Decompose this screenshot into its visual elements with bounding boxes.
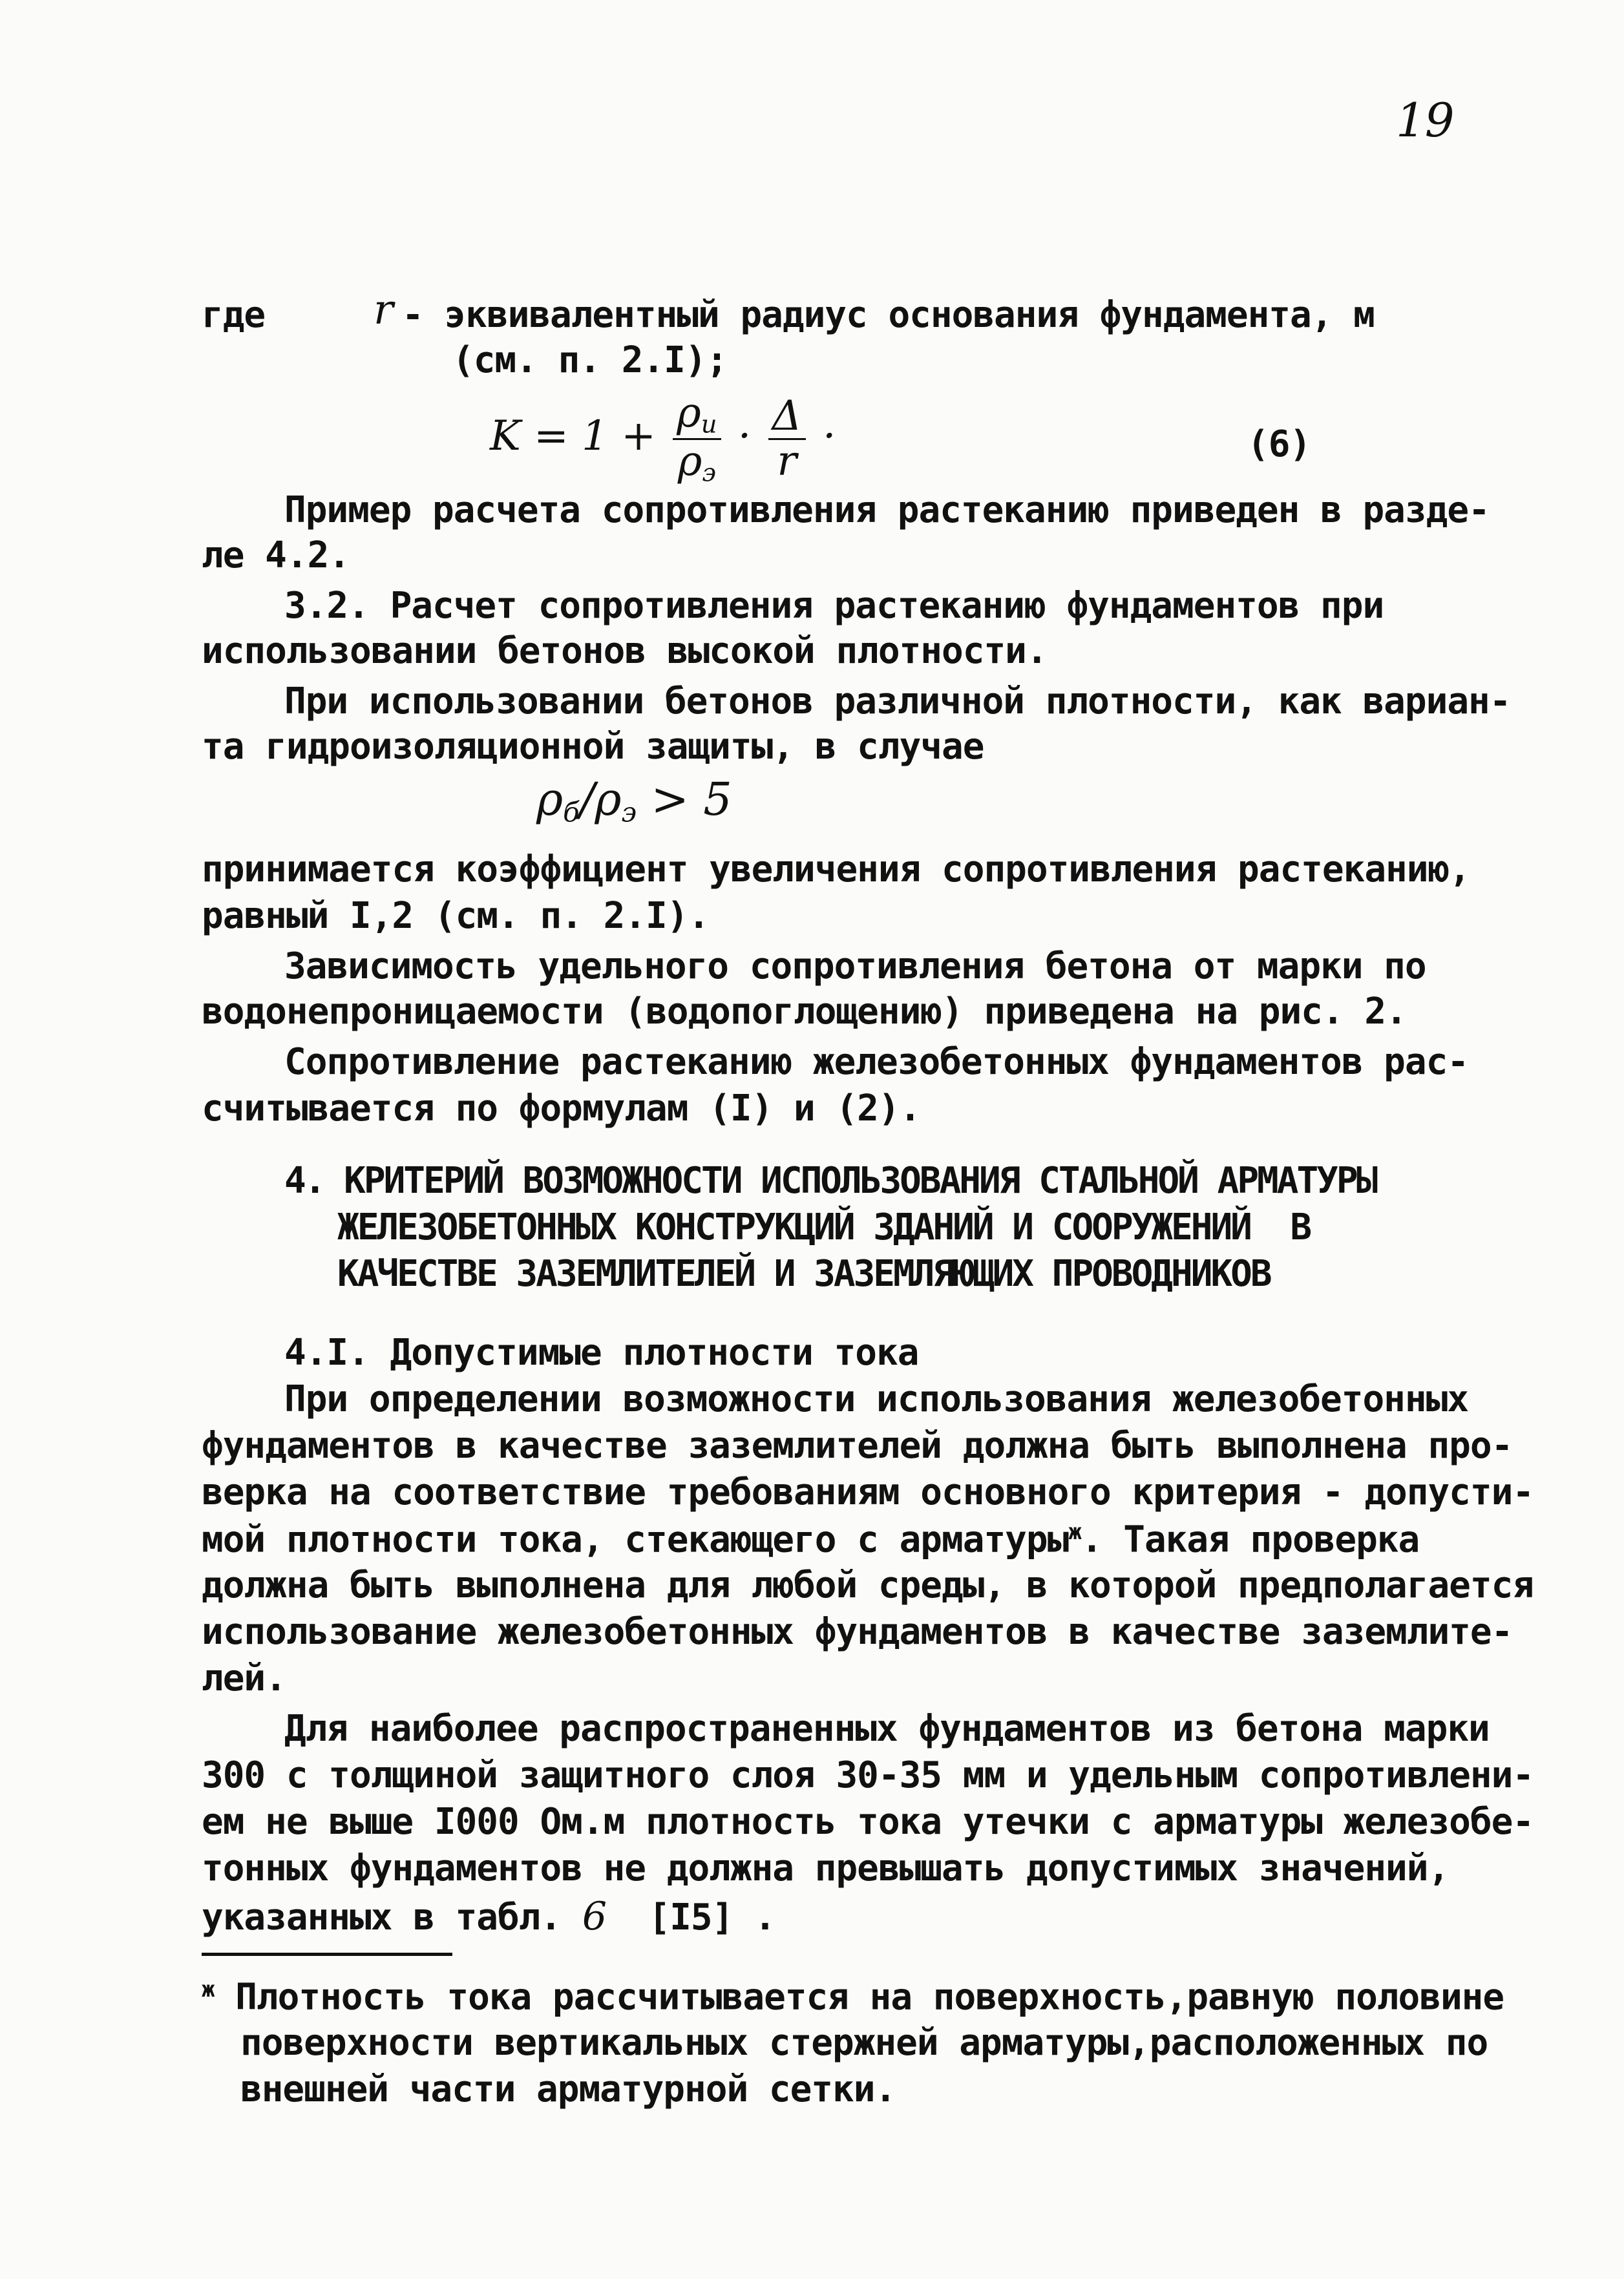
paragraph-line: использование железобетонных фундаментов в качестве заземлите- [202,1611,1513,1653]
reference: [I5] . [648,1896,775,1938]
footnote-line: поверхности вертикальных стержней арматуры,расположенных по [240,2022,1488,2064]
footnote-line: внешней части арматурной сетки. [240,2068,896,2110]
paragraph-line: должна быть выполнена для любой среды, в которой предполагается [202,1564,1534,1606]
frac1-den: ρ [677,437,702,485]
frac1-num-sub: и [701,410,717,439]
ratio-formula [536,773,732,828]
table-number: 6 [582,1894,607,1939]
definition-text-1: - эквивалентный радиус основания фундамента, м [402,294,1375,336]
ratio-rel: > 5 [651,773,732,826]
frac1-den-sub: э [702,458,716,488]
formula-number: (6) [1247,423,1311,465]
formula-tail: · [823,412,836,460]
frac2-num: Δ [768,395,806,440]
section-4-1-title: 4.I. Допустимые плотности тока [284,1332,919,1374]
paragraph-line: При использовании бетонов различной плотности, как вариан- [284,680,1511,722]
formula-6 [490,389,836,488]
paragraph-line: ем не выше I000 Ом.м плотность тока утечки с арматуры железобе- [202,1801,1534,1843]
paragraph-line: та гидроизоляционной защиты, в случае [202,726,984,768]
paragraph-line: водонепроницаемости (водопоглощению) приведена на рис. 2. [202,991,1407,1033]
ratio-slash: / [579,773,595,826]
paragraph-line: Для наиболее распространенных фундаментов из бетона марки [284,1708,1490,1750]
section-4-heading-cont: ЖЕЛЕЗОБЕТОННЫХ КОНСТРУКЦИЙ ЗДАНИЙ И СООРУЖЕНИЙ В [337,1206,1311,1248]
ratio-b-sub: э [621,796,637,828]
paragraph-line: лей. [202,1657,286,1699]
footnote-divider [202,1953,452,1956]
frac1-num: ρ [677,389,701,437]
section-4-heading: 4. КРИТЕРИЙ ВОЗМОЖНОСТИ ИСПОЛЬЗОВАНИЯ СТАЛЬНОЙ АРМАТУРЫ [284,1160,1376,1202]
ratio-b: ρ [595,773,622,826]
paragraph-line: 300 с толщиной защитного слоя 30-35 мм и удельным сопротивлени- [202,1754,1534,1796]
footnote-line [202,1976,1504,2019]
where-label: где [202,294,266,336]
symbol-r: r [374,286,393,334]
paragraph-line: равный I,2 (см. п. 2.I). [202,895,710,937]
section-3-2-title-cont: использовании бетонов высокой плотности. [202,630,1048,672]
section-3-2-title: 3.2. Расчет сопротивления растеканию фундаментов при [284,585,1384,627]
paragraph-line: верка на соответствие требованиям основного критерия - допусти- [202,1471,1534,1513]
paragraph-line: ле 4.2. [202,534,350,576]
frac2-den: r [777,437,797,485]
formula-dot: · [737,412,752,460]
formula-lhs: K [490,412,521,460]
footnote-marker: ж [202,1977,215,2002]
paragraph-line: принимается коэффициент увеличения сопротивления растеканию, [202,848,1470,890]
text: Плотность тока рассчитывается на поверхность,равную половине [235,1976,1504,2019]
paragraph-line: Зависимость удельного сопротивления бетона от марки по [284,945,1426,987]
text: указанных в табл. [202,1896,562,1938]
text: . Такая проверка [1081,1518,1420,1561]
paragraph-line-table-ref [202,1894,775,1939]
paragraph-line: При определении возможности использования железобетонных [284,1378,1469,1420]
formula-eq: = 1 + [534,412,656,460]
paragraph-line: фундаментов в качестве заземлителей должна быть выполнена про- [202,1425,1513,1467]
paragraph-line: Сопротивление растеканию железобетонных фундаментов рас- [284,1041,1469,1083]
section-4-heading-cont: КАЧЕСТВЕ ЗАЗЕМЛИТЕЛЕЙ И ЗАЗЕМЛЯЮЩИХ ПРОВОДНИКОВ [337,1253,1271,1295]
ratio-a: ρ [536,773,564,826]
fraction-rho [673,389,721,488]
paragraph-line-with-footnote [202,1518,1420,1561]
definition-text-2: (см. п. 2.I); [452,339,728,381]
paragraph-line: тонных фундаментов не должна превышать допустимых значений, [202,1847,1450,1889]
ratio-a-sub: б [563,796,580,828]
fraction-delta [768,392,806,485]
footnote-marker: ж [1068,1519,1081,1545]
page-number: 19 [1396,93,1454,147]
paragraph-line: Пример расчета сопротивления растеканию приведен в разде- [284,489,1490,531]
paragraph-line: считывается по формулам (I) и (2). [202,1087,921,1129]
text: мой плотности тока, стекающего с арматуры [202,1518,1069,1561]
